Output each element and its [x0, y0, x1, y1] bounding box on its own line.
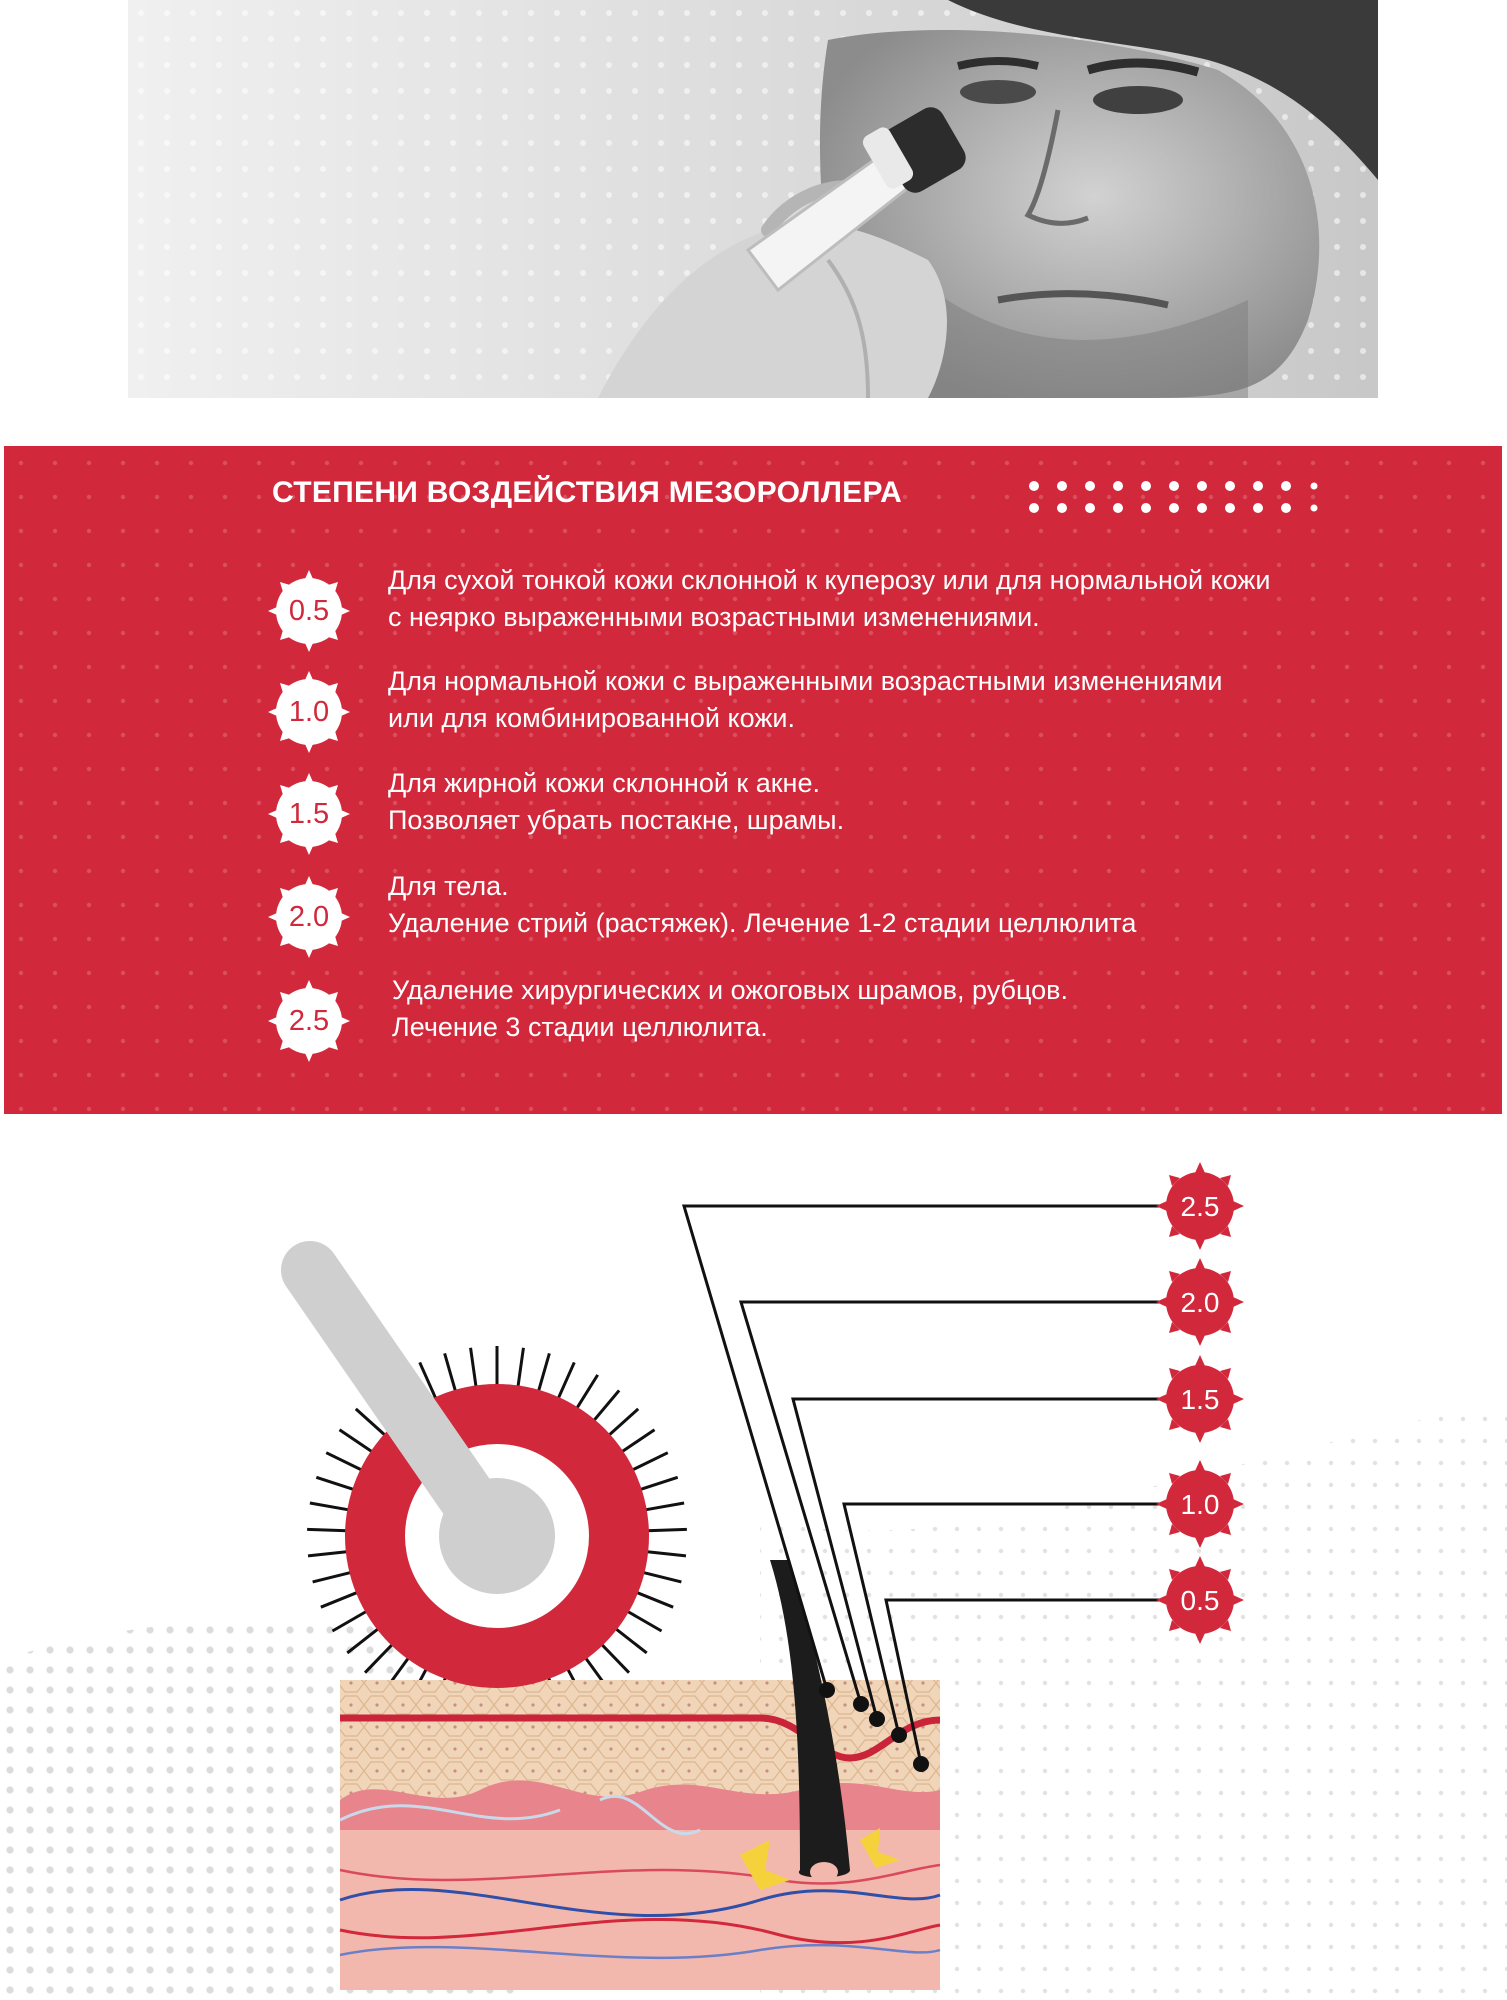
level-value: 2.0	[288, 900, 330, 933]
description-line: Лечение 3 стадии целлюлита.	[392, 1012, 768, 1042]
level-value: 1.0	[288, 695, 330, 728]
level-description	[388, 562, 1271, 636]
description-line: Для сухой тонкой кожи склонной к куперозу или для нормальной кожи	[388, 565, 1271, 595]
description-line: Удаление стрий (растяжек). Лечение 1-2 стадии целлюлита	[388, 908, 1137, 938]
man-with-roller-illustration	[128, 0, 1378, 398]
depth-label: 0.5	[1180, 1585, 1220, 1616]
title-dots-decoration	[1028, 480, 1318, 514]
level-row-2-0	[268, 871, 1468, 966]
level-description	[388, 868, 1136, 942]
level-description	[388, 663, 1222, 737]
depth-label: 2.0	[1180, 1287, 1220, 1318]
skin-layers-illustration	[340, 1680, 940, 1990]
description-line: Для жирной кожи склонной к акне.	[388, 768, 820, 798]
depth-label: 1.5	[1180, 1384, 1220, 1415]
skin-depth-diagram	[0, 1130, 1507, 2000]
level-description	[388, 765, 844, 839]
level-badge	[268, 876, 350, 958]
depth-label: 2.5	[1180, 1191, 1220, 1222]
description-line: Для тела.	[388, 871, 509, 901]
level-row-1-5	[268, 768, 1468, 863]
description-line: Позволяет убрать постакне, шрамы.	[388, 805, 845, 835]
hero-photo	[128, 0, 1378, 398]
depth-label: 1.0	[1180, 1489, 1220, 1520]
level-value: 2.5	[288, 1004, 330, 1037]
level-row-1-0	[268, 666, 1468, 761]
level-value: 1.5	[288, 797, 330, 830]
description-line: с неярко выраженными возрастными изменениями.	[388, 602, 1040, 632]
level-row-0-5	[268, 565, 1468, 660]
level-badge	[268, 671, 350, 753]
level-badge	[268, 980, 350, 1062]
level-value: 0.5	[288, 594, 330, 627]
level-badge	[268, 773, 350, 855]
description-line: или для комбинированной кожи.	[388, 703, 795, 733]
level-description	[392, 972, 1068, 1046]
page-title: СТЕПЕНИ ВОЗДЕЙСТВИЯ МЕЗОРОЛЛЕРА	[272, 476, 903, 509]
description-line: Удаление хирургических и ожоговых шрамов, рубцов.	[392, 975, 1069, 1005]
level-badge	[268, 570, 350, 652]
description-line: Для нормальной кожи с выраженными возрастными изменениями	[388, 666, 1223, 696]
level-row-2-5	[268, 975, 1468, 1070]
